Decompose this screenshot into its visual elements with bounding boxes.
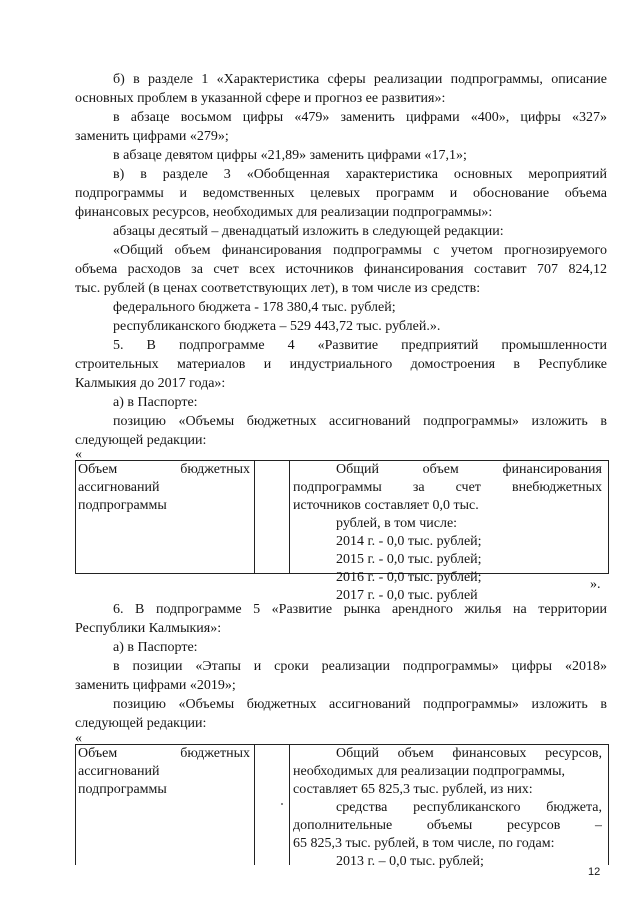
paragraph-line: основных проблем в указанной сфере и прогноз ее развития»: <box>75 91 446 106</box>
table-value-line: необходимых для реализации подпрограммы, <box>293 764 565 779</box>
paragraph-line: федерального бюджета - 178 380,4 тыс. рублей; <box>113 300 396 315</box>
table-spacer-cell <box>254 745 290 865</box>
open-quote: « <box>75 447 82 462</box>
paragraph-line: следующей редакции: <box>75 433 207 448</box>
paragraph-line: позицию «Объемы бюджетных ассигнований подпрограммы» изложить в <box>113 414 607 429</box>
table-value-line: средства республиканского бюджета, <box>336 800 602 815</box>
open-quote: « <box>75 731 82 746</box>
close-quote: ». <box>590 577 601 592</box>
paragraph-line: 6. В подпрограмме 5 «Развитие рынка арендного жилья на территории <box>113 602 607 617</box>
paragraph-line: в абзаце девятом цифры «21,89» заменить цифрами «17,1»; <box>113 148 467 163</box>
paragraph-line: Калмыкия до 2017 года»: <box>75 376 226 391</box>
paragraph-line: строительных материалов и индустриального домостроения в Республике <box>75 357 607 372</box>
paragraph-line: объема расходов за счет всех источников финансирования составит 707 824,12 <box>75 262 607 277</box>
paragraph-line: в абзаце восьмом цифры «479» заменить цифрами «400», цифры «327» <box>113 110 607 125</box>
paragraph-line: б) в разделе 1 «Характеристика сферы реализации подпрограммы, описание <box>113 72 607 87</box>
table-value-line: 2014 г. - 0,0 тыс. рублей; <box>336 534 482 549</box>
table-label-line: ассигнований <box>78 480 160 495</box>
paragraph-line: республиканского бюджета – 529 443,72 тыс. рублей.». <box>113 319 441 334</box>
budget-table-2 <box>75 744 609 869</box>
table-value-line: дополнительные объемы ресурсов – <box>293 818 602 833</box>
table-value-line: 2016 г. - 0,0 тыс. рублей; <box>336 570 482 585</box>
paragraph-line: Республики Калмыкия»: <box>75 621 222 636</box>
paragraph-line: в позиции «Этапы и сроки реализации подпрограммы» цифры «2018» <box>113 659 607 674</box>
table-label-line: подпрограммы <box>78 782 167 797</box>
paragraph-line: позицию «Объемы бюджетных ассигнований подпрограммы» изложить в <box>113 697 607 712</box>
table-value-line: Общий объем финансирования <box>336 462 602 477</box>
scan-speck <box>281 803 283 805</box>
paragraph-line: финансовых ресурсов, необходимых для реализации подпрограммы»: <box>75 205 493 220</box>
table-value-line: подпрограммы за счет внебюджетных <box>293 480 602 495</box>
table-label-line: Объем бюджетных <box>78 462 250 477</box>
paragraph-line: следующей редакции: <box>75 716 207 731</box>
table-value-line: составляет 65 825,3 тыс. рублей, из них: <box>293 782 533 797</box>
table-value-line: 2013 г. – 0,0 тыс. рублей; <box>336 854 484 869</box>
table-label-cell <box>76 461 255 573</box>
paragraph-line: подпрограммы и ведомственных целевых программ и обоснование объема <box>75 186 607 201</box>
budget-table-1 <box>75 460 609 603</box>
table-value-line: источников составляет 0,0 тыс. <box>293 498 479 513</box>
paragraph-line: заменить цифрами «2019»; <box>75 678 236 693</box>
table-value-line: рублей, в том числе: <box>336 516 458 531</box>
paragraph-line: в) в разделе 3 «Обобщенная характеристика основных мероприятий <box>113 167 607 182</box>
paragraph-line: заменить цифрами «279»; <box>75 129 229 144</box>
table-label-line: подпрограммы <box>78 498 167 513</box>
paragraph-line: а) в Паспорте: <box>113 640 198 655</box>
table-value-line: 2015 г. - 0,0 тыс. рублей; <box>336 552 482 567</box>
paragraph-line: 5. В подпрограмме 4 «Развитие предприятий промышленности <box>113 338 607 353</box>
page-number: 12 <box>588 866 601 878</box>
table-value-line: 65 825,3 тыс. рублей, в том числе, по годам: <box>293 836 555 851</box>
table-value-line: 2017 г. - 0,0 тыс. рублей <box>336 588 478 603</box>
table-label-line: ассигнований <box>78 764 160 779</box>
paragraph-line: а) в Паспорте: <box>113 395 198 410</box>
table-label-cell <box>76 745 255 865</box>
table-spacer-cell <box>254 461 290 573</box>
paragraph-line: тыс. рублей (в ценах соответствующих лет), в том числе из средств: <box>75 281 481 296</box>
table-value-line: Общий объем финансовых ресурсов, <box>336 746 602 761</box>
paragraph-line: «Общий объем финансирования подпрограммы с учетом прогнозируемого <box>113 243 607 258</box>
paragraph-line: абзацы десятый – двенадцатый изложить в следующей редакции: <box>113 224 504 239</box>
table-label-line: Объем бюджетных <box>78 746 250 761</box>
